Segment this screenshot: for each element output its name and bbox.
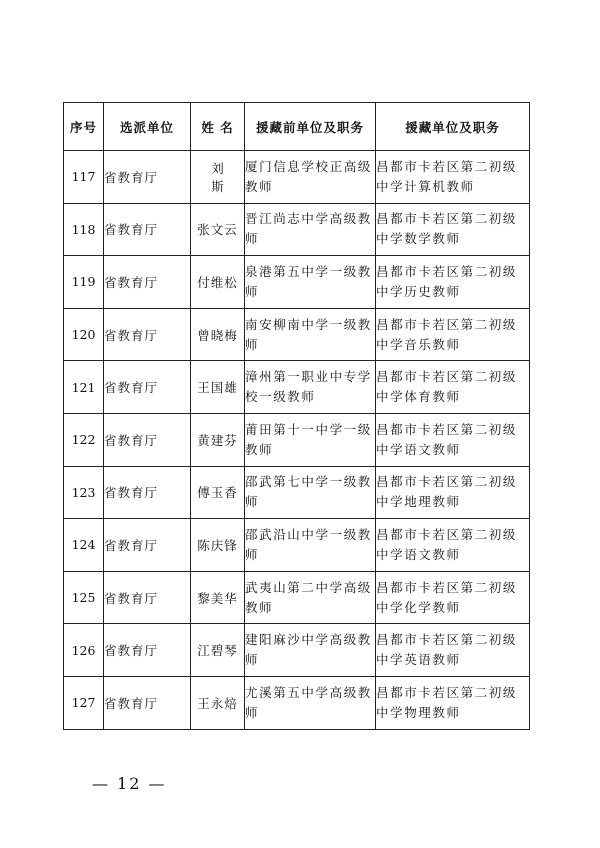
header-prev-position: 援藏前单位及职务 [245,103,376,151]
row-unit: 省教育厅 [104,571,191,624]
row-post-position: 昌都市卡若区第二初级中学计算机教师 [376,151,530,204]
row-unit: 省教育厅 [104,676,191,729]
row-seq: 124 [64,519,104,572]
row-prev-position: 建阳麻沙中学高级教师 [245,624,376,677]
row-prev-position: 邵武沿山中学一级教师 [245,519,376,572]
row-prev-position: 厦门信息学校正高级教师 [245,151,376,204]
row-unit: 省教育厅 [104,361,191,414]
row-post-position: 昌都市卡若区第二初级中学数学教师 [376,203,530,256]
row-name: 张文云 [191,203,245,256]
row-name: 刘斯 [191,151,245,204]
row-post-position: 昌都市卡若区第二初级中学地理教师 [376,466,530,519]
row-name: 黄建芬 [191,413,245,466]
row-unit: 省教育厅 [104,466,191,519]
row-seq: 118 [64,203,104,256]
row-seq: 123 [64,466,104,519]
table-row [64,571,530,624]
row-post-position: 昌都市卡若区第二初级中学体育教师 [376,361,530,414]
row-post-position: 昌都市卡若区第二初级中学化学教师 [376,571,530,624]
table-row [64,151,530,204]
header-seq: 序号 [64,103,104,151]
row-prev-position: 泉港第五中学一级教师 [245,256,376,309]
row-name: 黎美华 [191,571,245,624]
row-unit: 省教育厅 [104,413,191,466]
row-prev-position: 邵武第七中学一级教师 [245,466,376,519]
row-name: 王永焙 [191,676,245,729]
row-seq: 125 [64,571,104,624]
header-name: 姓 名 [191,103,245,151]
table-row [64,466,530,519]
row-post-position: 昌都市卡若区第二初级中学历史教师 [376,256,530,309]
table-row [64,624,530,677]
row-name: 傅玉香 [191,466,245,519]
table-row [64,413,530,466]
table-row [64,256,530,309]
row-unit: 省教育厅 [104,203,191,256]
row-name: 曾晓梅 [191,308,245,361]
row-seq: 122 [64,413,104,466]
row-unit: 省教育厅 [104,308,191,361]
row-prev-position: 尤溪第五中学高级教师 [245,676,376,729]
row-name: 付维松 [191,256,245,309]
personnel-table [63,102,530,730]
row-seq: 119 [64,256,104,309]
row-name: 江碧琴 [191,624,245,677]
row-prev-position: 南安柳南中学一级教师 [245,308,376,361]
row-post-position: 昌都市卡若区第二初级中学音乐教师 [376,308,530,361]
table-row [64,676,530,729]
table-row [64,308,530,361]
header-unit: 选派单位 [104,103,191,151]
row-prev-position: 漳州第一职业中专学校一级教师 [245,361,376,414]
row-name: 王国雄 [191,361,245,414]
row-seq: 127 [64,676,104,729]
row-prev-position: 晋江尚志中学高级教师 [245,203,376,256]
row-post-position: 昌都市卡若区第二初级中学语文教师 [376,413,530,466]
row-seq: 121 [64,361,104,414]
row-post-position: 昌都市卡若区第二初级中学英语教师 [376,624,530,677]
header-post-position: 援藏单位及职务 [376,103,530,151]
page-number: — 12 — [92,774,167,793]
row-unit: 省教育厅 [104,519,191,572]
row-seq: 126 [64,624,104,677]
table-row [64,203,530,256]
table-row [64,361,530,414]
row-seq: 120 [64,308,104,361]
row-unit: 省教育厅 [104,624,191,677]
row-unit: 省教育厅 [104,151,191,204]
row-seq: 117 [64,151,104,204]
row-prev-position: 武夷山第二中学高级教师 [245,571,376,624]
table-row [64,519,530,572]
row-post-position: 昌都市卡若区第二初级中学语文教师 [376,519,530,572]
table-header-row [64,103,530,151]
row-unit: 省教育厅 [104,256,191,309]
row-post-position: 昌都市卡若区第二初级中学物理教师 [376,676,530,729]
row-name: 陈庆锋 [191,519,245,572]
row-prev-position: 莆田第十一中学一级教师 [245,413,376,466]
